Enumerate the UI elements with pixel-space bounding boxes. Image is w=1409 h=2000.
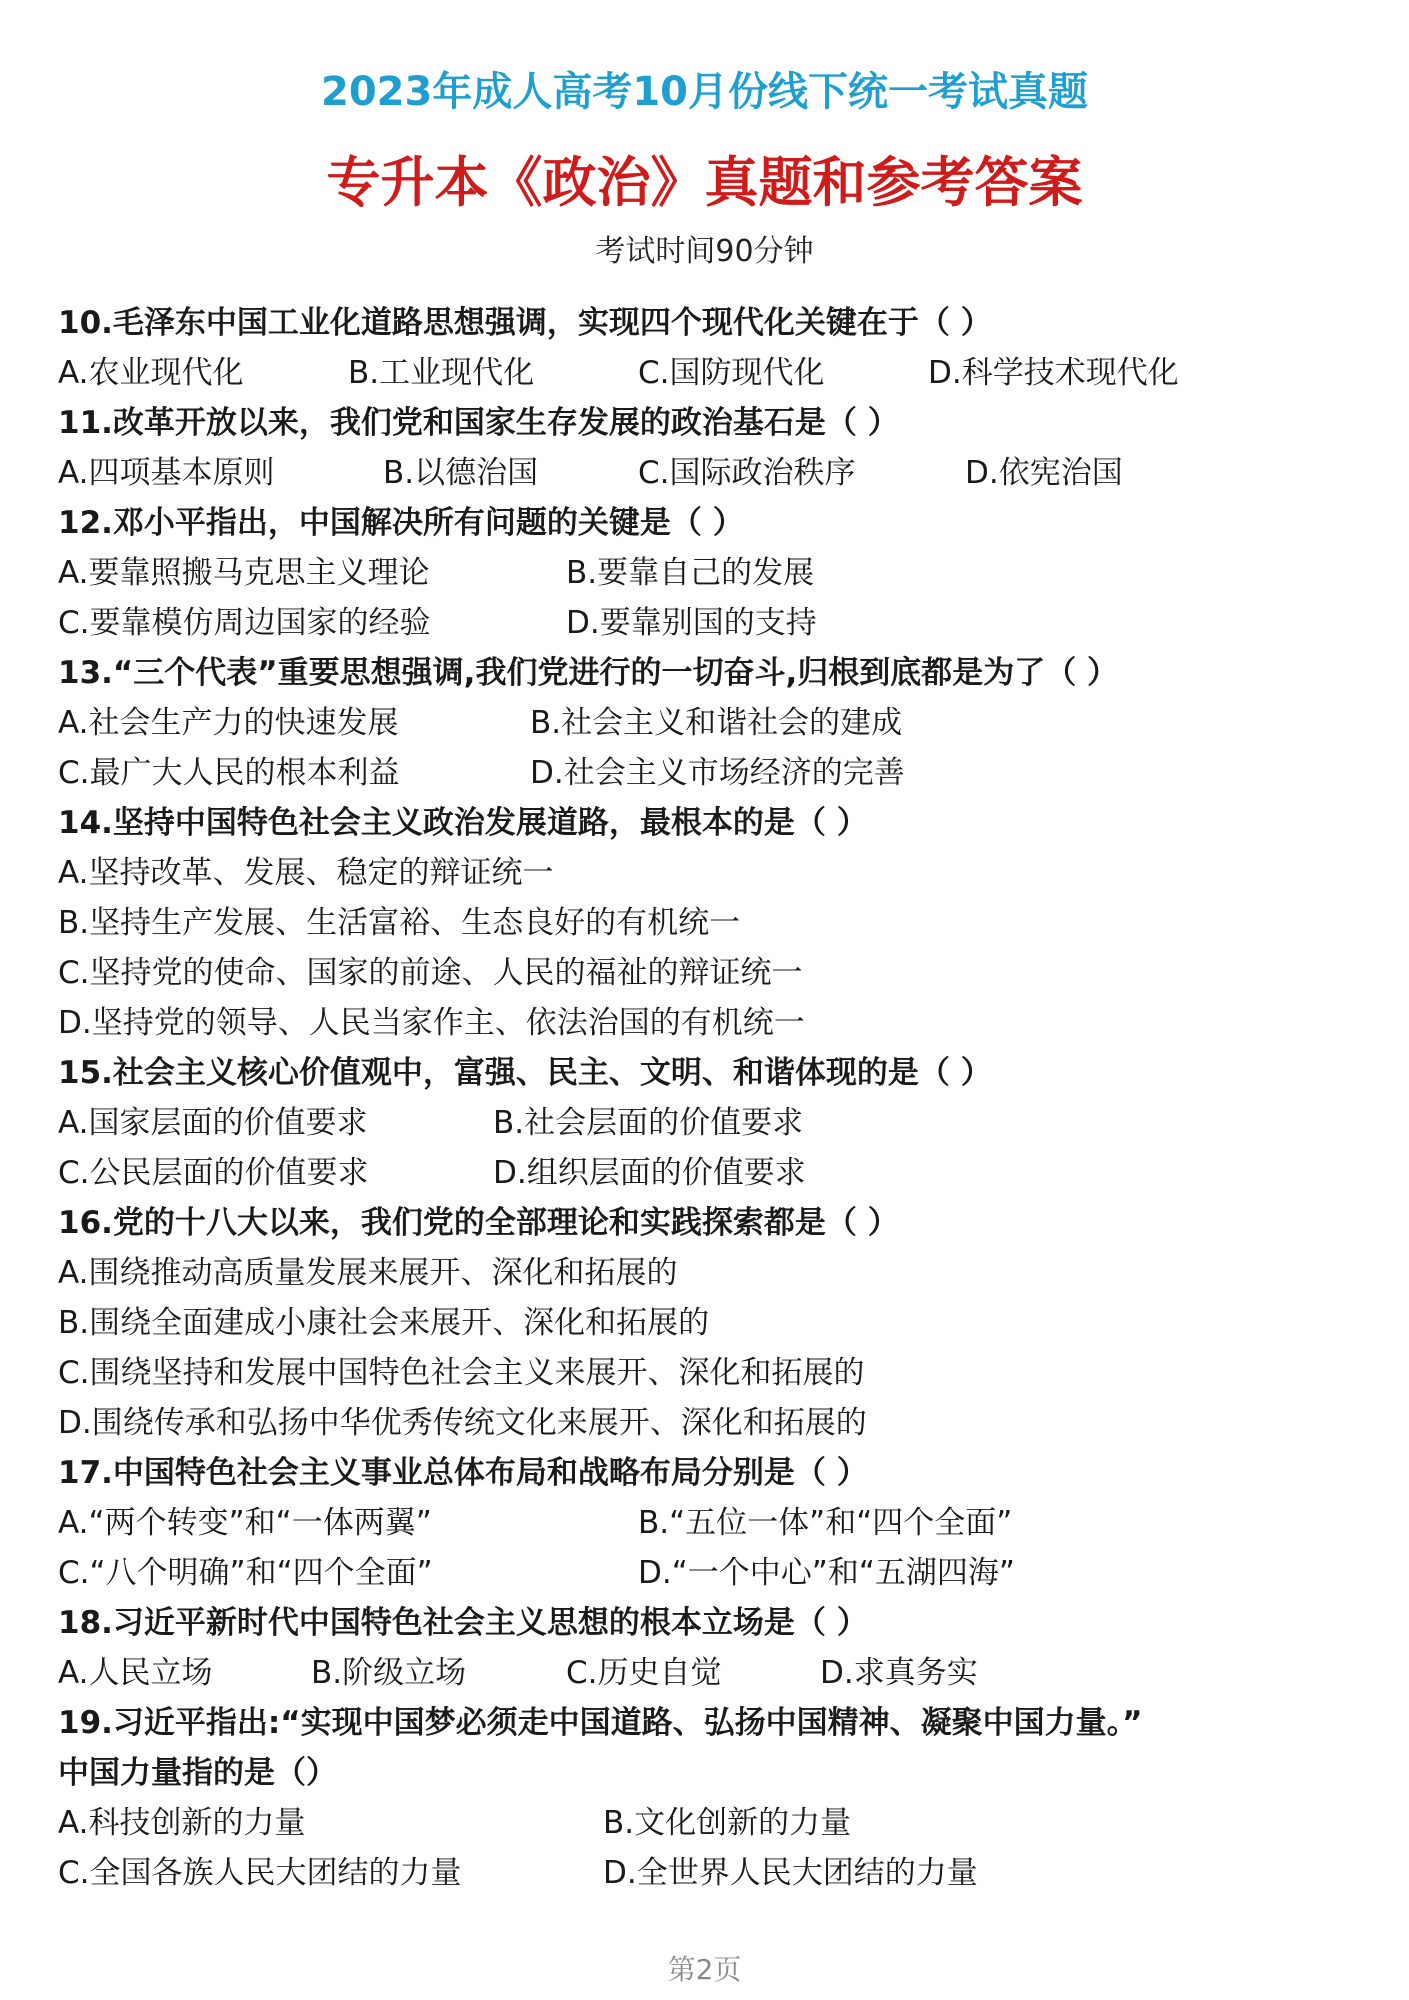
option-c: C.公民层面的价值要求 [58,1155,369,1191]
option-b: B.工业现代化 [348,355,535,391]
option-a: A.国家层面的价值要求 [58,1105,368,1141]
question-19 [58,1698,1358,1898]
option-b: B.要靠自己的发展 [566,555,815,591]
question-stem: 16.党的十八大以来，我们党的全部理论和实践探索都是（ ） [58,1205,899,1241]
option-b: B.阶级立场 [311,1655,467,1691]
option-b: B.社会层面的价值要求 [493,1105,804,1141]
option-row [58,1098,1358,1148]
option-row [58,548,1358,598]
option-a: A.社会生产力的快速发展 [58,705,399,741]
option-row [58,698,1358,748]
question-15 [58,1048,1358,1198]
option-row [58,1498,1358,1548]
option-d: D.全世界人民大团结的力量 [603,1855,978,1891]
question-18 [58,1598,1358,1698]
question-11 [58,398,1358,498]
option-c: C.坚持党的使命、国家的前途、人民的福祉的辩证统一 [58,955,803,991]
question-12 [58,498,1358,648]
question-stem: 14.坚持中国特色社会主义政治发展道路，最根本的是（ ） [58,805,868,841]
question-14 [58,798,1358,1048]
option-c: C.最广大人民的根本利益 [58,755,400,791]
option-b: B.文化创新的力量 [603,1805,852,1841]
question-list [58,298,1358,1898]
option-row [58,598,1358,648]
option-c: C.全国各族人民大团结的力量 [58,1855,462,1891]
question-stem: 17.中国特色社会主义事业总体布局和战略布局分别是（ ） [58,1455,868,1491]
option-d: D.坚持党的领导、人民当家作主、依法治国的有机统一 [58,1005,805,1041]
question-16 [58,1198,1358,1448]
option-d: D.科学技术现代化 [928,355,1179,391]
option-d: D.“一个中心”和“五湖四海” [638,1555,1015,1591]
option-row [58,1148,1358,1198]
option-b: B.以德治国 [383,455,539,491]
option-row [58,1798,1358,1848]
option-row [58,1648,1358,1698]
option-a: A.坚持改革、发展、稳定的辩证统一 [58,855,554,891]
question-13 [58,648,1358,798]
question-stem: 10.毛泽东中国工业化道路思想强调，实现四个现代化关键在于（ ） [58,305,992,341]
question-stem: 15.社会主义核心价值观中，富强、民主、文明、和谐体现的是（ ） [58,1055,992,1091]
option-row [58,1548,1358,1598]
option-b: B.社会主义和谐社会的建成 [530,705,903,741]
option-row [58,448,1358,498]
question-17 [58,1448,1358,1598]
question-stem-continued: 中国力量指的是（） [58,1755,337,1791]
option-a: A.人民立场 [58,1655,213,1691]
option-d: D.依宪治国 [965,455,1123,491]
option-row [58,748,1358,798]
option-d: D.求真务实 [820,1655,978,1691]
option-c: C.国防现代化 [638,355,825,391]
option-d: D.要靠别国的支持 [566,605,817,641]
question-stem: 12.邓小平指出，中国解决所有问题的关键是（ ） [58,505,744,541]
option-b: B.坚持生产发展、生活富裕、生态良好的有机统一 [58,905,741,941]
option-c: C.围绕坚持和发展中国特色社会主义来展开、深化和拓展的 [58,1355,865,1391]
question-10 [58,298,1358,398]
option-c: C.“八个明确”和“四个全面” [58,1555,433,1591]
question-stem: 13.“三个代表”重要思想强调,我们党进行的一切奋斗,归根到底都是为了（ ） [58,655,1119,691]
option-a: A.农业现代化 [58,355,244,391]
option-row [58,1848,1358,1898]
option-row [58,348,1358,398]
option-d: D.社会主义市场经济的完善 [530,755,905,791]
option-b: B.围绕全面建成小康社会来展开、深化和拓展的 [58,1305,710,1341]
exam-title: 2023年成人高考10月份线下统一考试真题 [321,69,1088,115]
option-a: A.要靠照搬马克思主义理论 [58,555,430,591]
option-d: D.围绕传承和弘扬中华优秀传统文化来展开、深化和拓展的 [58,1405,867,1441]
page-number: 第2页 [667,1953,742,1986]
option-c: C.要靠模仿周边国家的经验 [58,605,431,641]
option-d: D.组织层面的价值要求 [493,1155,806,1191]
option-a: A.科技创新的力量 [58,1805,306,1841]
option-b: B.“五位一体”和“四个全面” [638,1505,1013,1541]
option-c: C.国际政治秩序 [638,455,856,491]
option-a: A.四项基本原则 [58,455,275,491]
option-a: A.围绕推动高质量发展来展开、深化和拓展的 [58,1255,678,1291]
paper-subtitle: 专升本《政治》真题和参考答案 [326,151,1083,214]
question-stem: 11.改革开放以来，我们党和国家生存发展的政治基石是（ ） [58,405,899,441]
exam-duration: 考试时间90分钟 [595,234,814,269]
option-c: C.历史自觉 [566,1655,722,1691]
option-a: A.“两个转变”和“一体两翼” [58,1505,432,1541]
question-stem: 18.习近平新时代中国特色社会主义思想的根本立场是（ ） [58,1605,868,1641]
question-stem: 19.习近平指出:“实现中国梦必须走中国道路、弘扬中国精神、凝聚中国力量。” [58,1705,1143,1741]
